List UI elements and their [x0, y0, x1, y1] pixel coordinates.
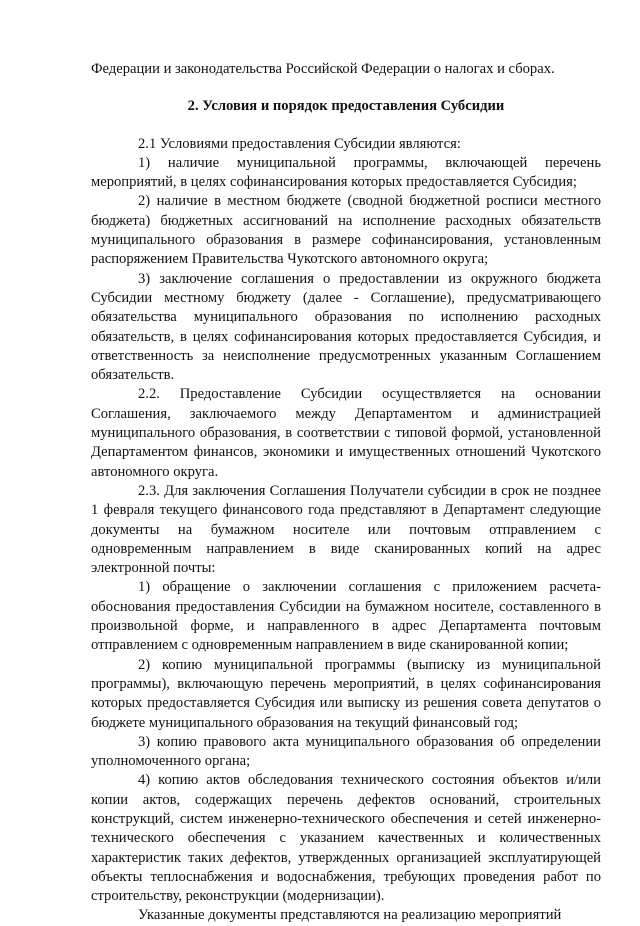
paragraph-condition-2: 2) наличие в местном бюджете (сводной бюджетной росписи местного бюджета) бюджетных ассигнований на исполнение расходных обязательств муниципального образования в размере софинансирования, установленным распоряжением Правительства Чукотского автономного округа; [91, 193, 601, 268]
document-body [91, 60, 601, 926]
paragraph-2-3: 2.3. Для заключения Соглашения Получатели субсидии в срок не позднее 1 февраля текущего финансового года представляют в Департамент следующие документы на бумажном носителе или почтовым отправлением с одновременным направлением в виде сканированных копий на адрес электронной почты: [91, 482, 601, 577]
paragraph-document-1: 1) обращение о заключении соглашения с приложением расчета-обоснования предоставления Субсидии на бумажном носителе, составленного в произвольной форме, и направленного в адрес Департамента почтовым отправлением с одновременным направлением в виде сканированной копии; [91, 579, 601, 654]
paragraph-document-4: 4) копию актов обследования технического состояния объектов и/или копии актов, содержащих перечень дефектов оснований, строительных конструкций, систем инженерно-технического обеспечения и сетей инженерно-технического обеспечения с указанием качественных и количественных характеристик таких дефектов, утвержденных организацией эксплуатирующей объекты теплоснабжения и водоснабжения, требующих проведения работ по строительству, реконструкции (модернизации). [91, 772, 601, 905]
paragraph-condition-3: 3) заключение соглашения о предоставлении из окружного бюджета Субсидии местному бюджету (далее - Соглашение), предусматривающего обязательства муниципального образования по исполнению расходных обязательств, в целях софинансирования которых предоставляется Субсидия, и ответственность за неисполнение предусмотренных указанным Соглашением обязательств. [91, 270, 601, 384]
lead-line: Федерации и законодательства Российской Федерации о налогах и сборах. [91, 61, 555, 77]
paragraph-2-2: 2.2. Предоставление Субсидии осуществляется на основании Соглашения, заключаемого между Департаментом и администрацией муниципального образования, в соответствии с типовой формой, установленной Департаментом финансов, экономики и имущественных отношений Чукотского автономного округа. [91, 386, 601, 480]
paragraph-document-2: 2) копию муниципальной программы (выписку из муниципальной программы), включающую перечень мероприятий, в целях софинансирования которых предоставляется Субсидия или выписку из решения совета депутатов о бюджете муниципального образования на текущий финансовый год; [91, 656, 601, 731]
paragraph-condition-1: 1) наличие муниципальной программы, включающей перечень мероприятий, в целях софинансирования которых предоставляется Субсидия; [91, 154, 601, 191]
paragraph-final: Указанные документы представляются на реализацию мероприятий [138, 907, 562, 924]
section-heading: 2. Условия и порядок предоставления Субсидии [187, 98, 505, 115]
paragraph-document-3: 3) копию правового акта муниципального образования об определении уполномоченного органа; [91, 733, 601, 770]
paragraph-2-1: 2.1 Условиями предоставления Субсидии являются: [138, 135, 461, 152]
